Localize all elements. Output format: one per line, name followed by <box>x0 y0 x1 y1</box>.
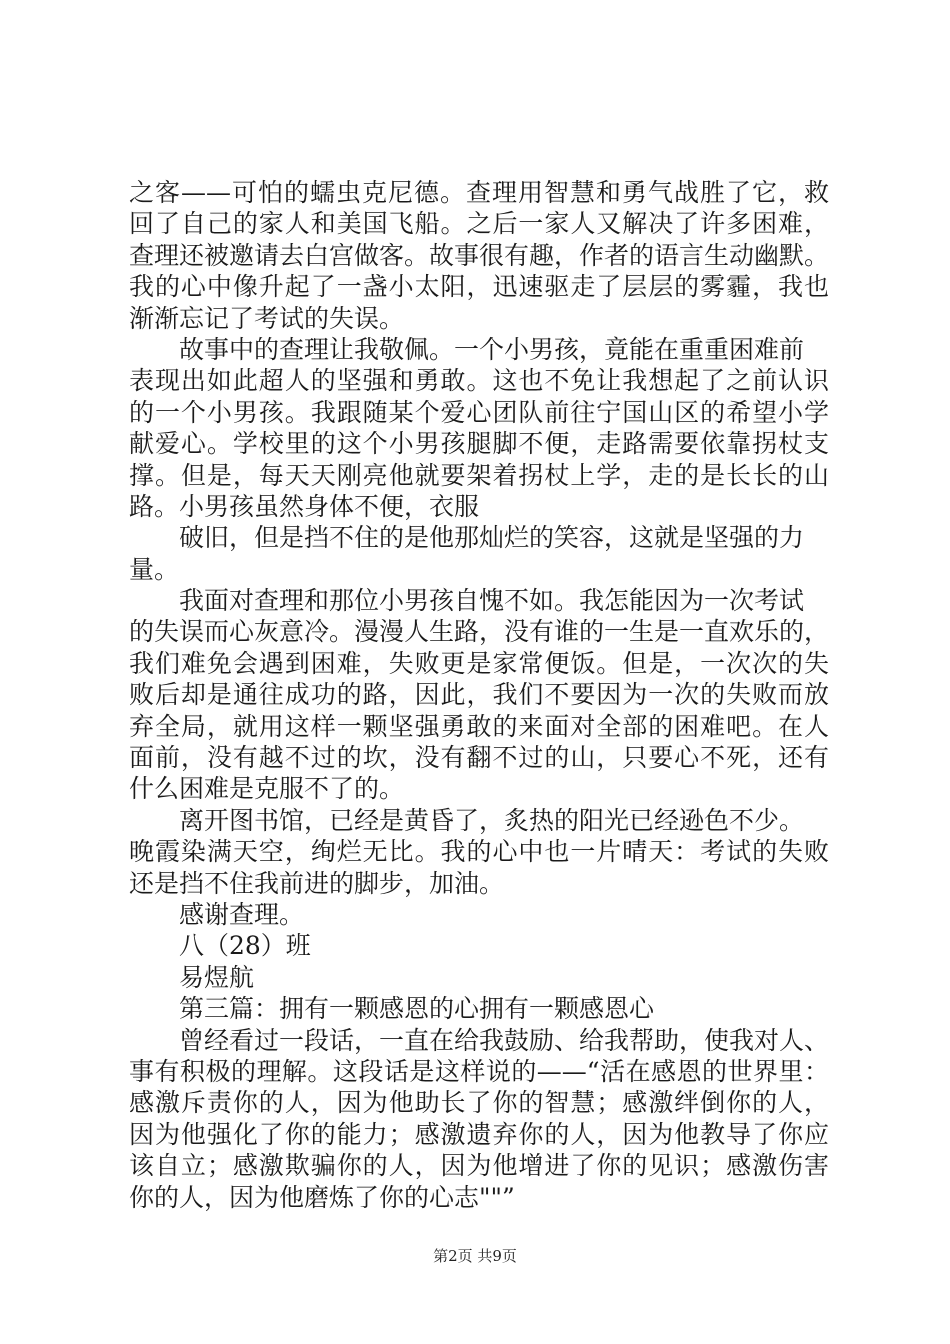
text-line: 感谢查理。 <box>179 899 305 929</box>
text-line: 我的心中像升起了一盏小太阳，迅速驱走了层层的雾霾，我也 <box>129 272 829 302</box>
text-line: 还是挡不住我前进的脚步，加油。 <box>129 868 505 898</box>
text-line: 晚霞染满天空，绚烂无比。我的心中也一片晴天：考试的失败 <box>129 837 829 867</box>
text-line: 第三篇：拥有一颗感恩的心拥有一颗感恩心 <box>179 994 655 1024</box>
text-line: 易煜航 <box>179 962 255 992</box>
text-line: 离开图书馆，已经是黄昏了，炙热的阳光已经逊色不少。 <box>179 805 805 835</box>
text-line: 弃全局，就用这样一颗坚强勇敢的来面对全部的困难吧。在人 <box>129 711 829 741</box>
text-line: 量。 <box>129 554 180 584</box>
text-line: 八（28）班 <box>179 931 311 961</box>
text-line: 表现出如此超人的坚强和勇敢。这也不免让我想起了之前认识 <box>129 366 829 396</box>
text-line: 感激斥责你的人，因为他助长了你的智慧；感激绊倒你的人， <box>129 1088 829 1118</box>
text-line: 败后却是通往成功的路，因此，我们不要因为一次的失败而放 <box>129 680 829 710</box>
text-line: 撑。但是，每天天刚亮他就要架着拐杖上学，走的是长长的山 <box>129 460 829 490</box>
text-line: 面前，没有越不过的坎，没有翻不过的山，只要心不死，还有 <box>129 743 829 773</box>
text-line: 回了自己的家人和美国飞船。之后一家人又解决了许多困难， <box>129 209 829 239</box>
document-body <box>129 177 829 1213</box>
text-line: 我面对查理和那位小男孩自愧不如。我怎能因为一次考试 <box>179 586 805 616</box>
text-line: 之客——可怕的蠕虫克尼德。查理用智慧和勇气战胜了它，救 <box>129 178 829 207</box>
text-line: 的失误而心灰意冷。漫漫人生路，没有谁的一生是一直欢乐的， <box>129 617 830 647</box>
text-line: 破旧，但是挡不住的是他那灿烂的笑容，这就是坚强的力 <box>179 523 805 553</box>
page-footer: 第2页 共9页 <box>433 1247 517 1265</box>
text-line: 渐渐忘记了考试的失误。 <box>129 303 405 333</box>
text-line: 故事中的查理让我敬佩。一个小男孩，竟能在重重困难前 <box>179 334 805 364</box>
text-line: 该自立；感激欺骗你的人，因为他增进了你的见识；感激伤害 <box>129 1151 829 1181</box>
text-line: 献爱心。学校里的这个小男孩腿脚不便，走路需要依靠拐杖支 <box>129 429 829 459</box>
text-line: 事有积极的理解。这段话是这样说的——“活在感恩的世界里： <box>129 1056 829 1086</box>
text-line: 我们难免会遇到困难，失败更是家常便饭。但是，一次次的失 <box>129 648 829 678</box>
text-line: 因为他强化了你的能力；感激遗弃你的人，因为他教导了你应 <box>129 1119 829 1149</box>
text-line: 什么困难是克服不了的。 <box>129 774 405 804</box>
text-line: 的一个小男孩。我跟随某个爱心团队前往宁国山区的希望小学 <box>129 397 829 427</box>
text-line: 曾经看过一段话，一直在给我鼓励、给我帮助，使我对人、 <box>179 1025 830 1055</box>
text-line: 路。小男孩虽然身体不便，衣服 <box>129 491 480 521</box>
text-line: 查理还被邀请去白宫做客。故事很有趣，作者的语言生动幽默。 <box>129 240 830 270</box>
text-line: 你的人，因为他磨炼了你的心志""” <box>129 1182 515 1212</box>
